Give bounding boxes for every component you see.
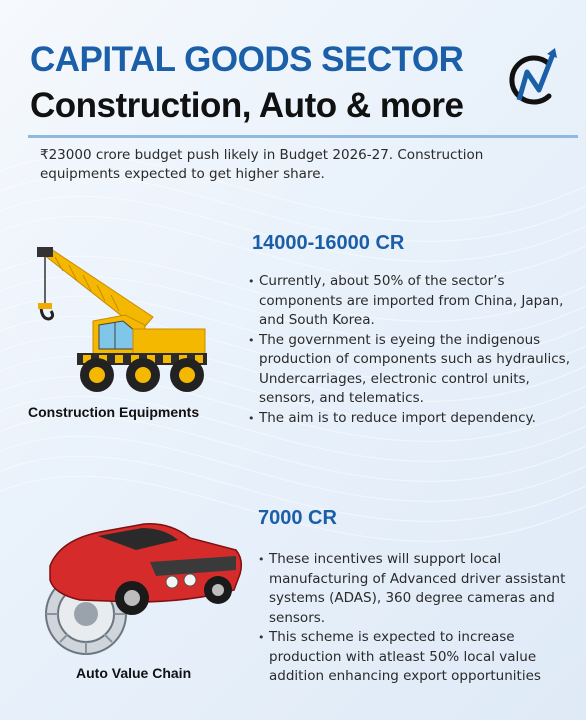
- amount-construction: 14000-16000 CR: [252, 232, 405, 254]
- list-item: • These incentives will support local manufacturing of Advanced driver assistant systems (ADAS), 360 degree cameras and sensors.: [258, 550, 580, 628]
- bullets-auto: [258, 550, 580, 687]
- list-item: • The aim is to reduce import dependency.: [248, 409, 573, 429]
- bullets-construction: [248, 272, 573, 428]
- list-item: • Currently, about 50% of the sector’s components are imported from China, Japan, and South Korea.: [248, 272, 573, 331]
- caption-auto: Auto Value Chain: [76, 665, 192, 681]
- header-divider: [28, 135, 578, 138]
- crane-illustration: [33, 245, 211, 395]
- list-item: • This scheme is expected to increase production with atleast 50% local value addition enhancing export opportunities: [258, 628, 580, 687]
- intro-text: ₹23000 crore budget push likely in Budget 2026-27. Construction equipments expected to get higher share.: [40, 147, 484, 182]
- list-item: • The government is eyeing the indigenous production of components such as hydraulics, Undercarriages, electronic control units, sensors, and telematics.: [248, 331, 573, 409]
- caption-construction: Construction Equipments: [28, 404, 200, 420]
- page-title: CAPITAL GOODS SECTOR: [30, 40, 464, 79]
- brand-logo-icon: [505, 44, 565, 112]
- amount-auto: 7000 CR: [258, 507, 337, 529]
- page-subtitle: Construction, Auto & more: [30, 86, 464, 125]
- car-illustration: [40, 510, 245, 655]
